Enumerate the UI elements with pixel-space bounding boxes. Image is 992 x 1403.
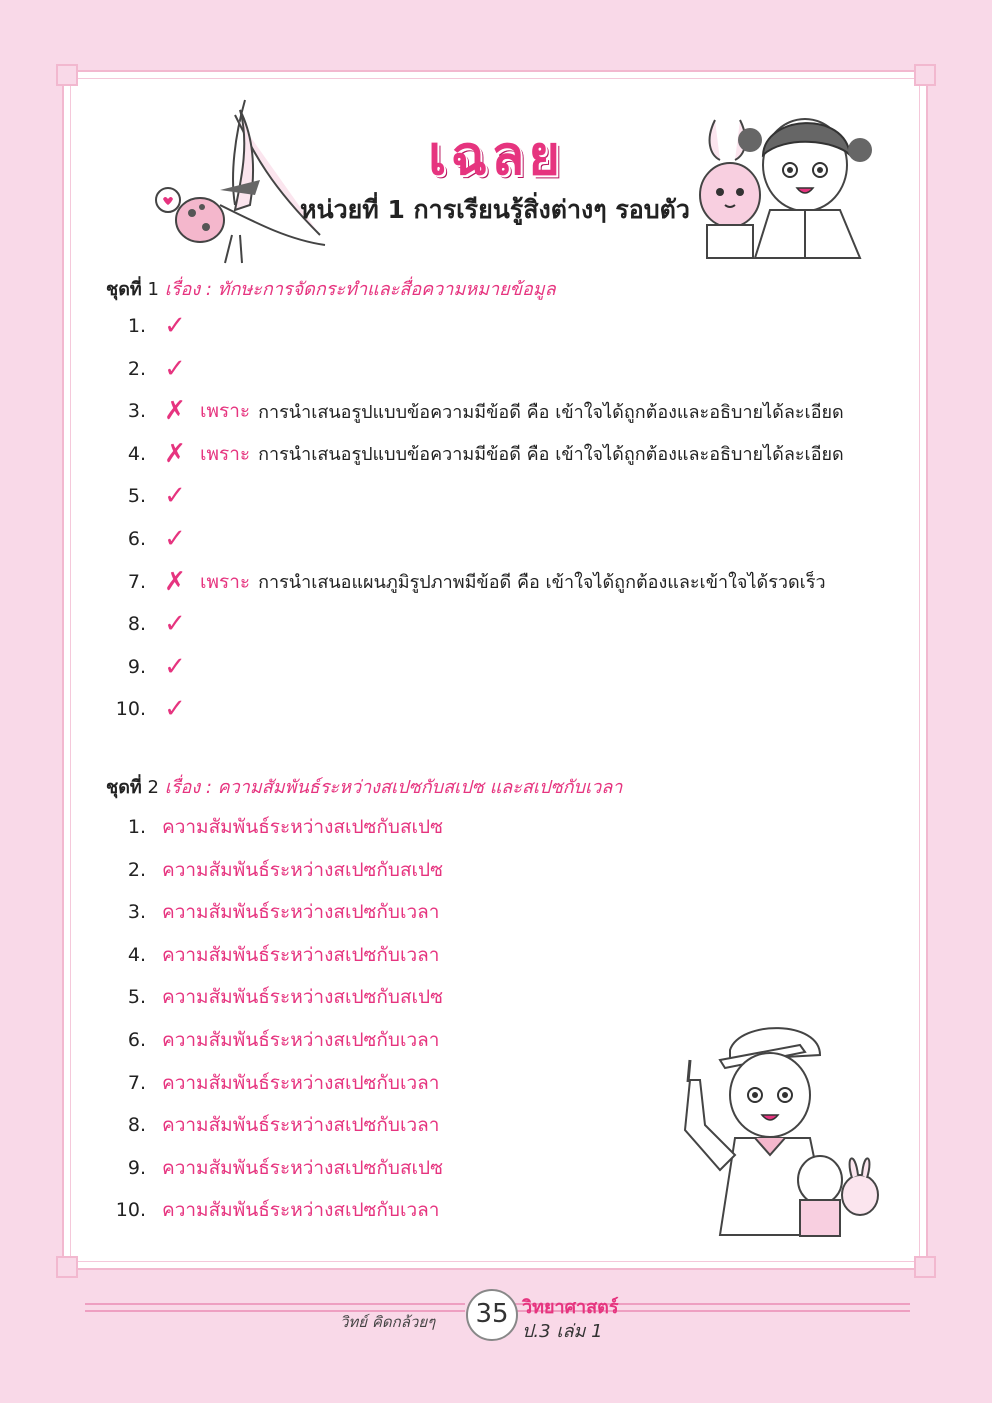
answer-text: ความสัมพันธ์ระหว่างสเปซกับเวลา: [162, 1199, 440, 1222]
frame-corner-ornament: [56, 64, 78, 86]
item-number: 3.: [127, 400, 146, 423]
item-number: 1.: [127, 816, 146, 838]
because-label: เพราะ: [200, 442, 251, 465]
set1-item: [106, 691, 188, 727]
item-number: 5.: [127, 485, 146, 508]
set2-item: [106, 894, 439, 930]
set1-item: [106, 606, 188, 642]
footer-subject: วิทยาศาสตร์: [522, 1297, 619, 1318]
footer-line: [85, 1303, 465, 1305]
item-number: 6.: [127, 528, 146, 550]
set2-number: 2: [147, 777, 159, 798]
answer-text: ความสัมพันธ์ระหว่างสเปซกับสเปซ: [162, 1156, 444, 1179]
set1-topic: เรื่อง : ทักษะการจัดกระทำและสื่อความหมายข้อมูล: [164, 279, 556, 300]
set2-item: [106, 1150, 443, 1186]
answer-text: ความสัมพันธ์ระหว่างสเปซกับสเปซ: [162, 816, 444, 838]
frame-corner-ornament: [914, 1256, 936, 1278]
set1-item: [106, 436, 844, 472]
item-number: 10.: [115, 698, 146, 721]
check-icon: ✓: [164, 353, 186, 384]
item-number: 7.: [127, 1071, 146, 1094]
check-icon: ✓: [164, 524, 186, 554]
check-icon: ✓: [164, 694, 186, 725]
frame-corner-ornament: [914, 64, 936, 86]
set1-item: [106, 308, 188, 344]
cross-icon: ✗: [164, 438, 186, 469]
page-title: เฉลย: [428, 124, 564, 187]
item-number: 8.: [127, 1114, 146, 1137]
set1-item: [106, 478, 188, 514]
set1-item: [106, 351, 188, 387]
set2-item: [106, 979, 443, 1015]
check-icon: ✓: [164, 651, 186, 682]
boy-cap-illustration: [660, 1020, 890, 1240]
answer-text: ความสัมพันธ์ระหว่างสเปซกับเวลา: [162, 901, 440, 924]
set2-item: [106, 1022, 439, 1058]
set1-item: [106, 649, 188, 685]
answer-text: ความสัมพันธ์ระหว่างสเปซกับสเปซ: [162, 858, 444, 881]
set1-label: ชุดที่: [106, 279, 142, 300]
item-number: 9.: [127, 1156, 146, 1179]
item-number: 2.: [127, 357, 146, 380]
set2-item: [106, 809, 443, 845]
frame-corner-ornament: [56, 1256, 78, 1278]
set2-item: [106, 852, 443, 888]
set2-item: [106, 937, 439, 973]
because-label: เพราะ: [200, 570, 251, 593]
item-number: 8.: [127, 613, 146, 636]
item-number: 6.: [127, 1029, 146, 1051]
set1-item: [106, 521, 188, 557]
set2-label: ชุดที่: [106, 777, 142, 798]
item-number: 7.: [127, 570, 146, 593]
explanation-text: การนำเสนอแผนภูมิรูปภาพมีข้อดี คือ เข้าใจได้ถูกต้องและเข้าใจได้รวดเร็ว: [258, 572, 826, 594]
answer-text: ความสัมพันธ์ระหว่างสเปซกับเวลา: [162, 943, 440, 966]
item-number: 2.: [127, 858, 146, 881]
set1-number: 1: [147, 279, 159, 300]
set2-item: [106, 1065, 439, 1101]
because-label: เพราะ: [200, 400, 251, 423]
cross-icon: ✗: [164, 566, 186, 597]
item-number: 1.: [127, 315, 146, 337]
check-icon: ✓: [164, 311, 186, 341]
item-number: 10.: [115, 1199, 146, 1222]
set1-heading: [106, 274, 556, 303]
check-icon: ✓: [164, 609, 186, 640]
footer-grade: ป.3 เล่ม 1: [522, 1321, 603, 1342]
explanation-text: การนำเสนอรูปแบบข้อความมีข้อดี คือ เข้าใจได้ถูกต้องและอธิบายได้ละเอียด: [258, 444, 844, 466]
item-number: 3.: [127, 901, 146, 924]
page-number: 35: [466, 1289, 518, 1341]
item-number: 4.: [127, 442, 146, 465]
set1-item: [106, 393, 844, 429]
unit-subtitle: หน่วยที่ 1 การเรียนรู้สิ่งต่างๆ รอบตัว: [300, 195, 690, 224]
answer-text: ความสัมพันธ์ระหว่างสเปซกับเวลา: [162, 1029, 440, 1051]
answer-text: ความสัมพันธ์ระหว่างสเปซกับสเปซ: [162, 986, 444, 1009]
item-number: 5.: [127, 986, 146, 1009]
item-number: 4.: [127, 943, 146, 966]
answer-text: ความสัมพันธ์ระหว่างสเปซกับเวลา: [162, 1071, 440, 1094]
item-number: 9.: [127, 655, 146, 678]
set2-item: [106, 1107, 439, 1143]
set2-item: [106, 1192, 439, 1228]
cross-icon: ✗: [164, 396, 186, 427]
footer-series: วิทย์ คิดกล้วยๆ: [340, 1313, 436, 1331]
set1-item: [106, 564, 826, 600]
set2-heading: [106, 772, 622, 801]
set2-topic: เรื่อง : ความสัมพันธ์ระหว่างสเปซกับสเปซ และสเปซกับเวลา: [164, 777, 623, 798]
answer-text: ความสัมพันธ์ระหว่างสเปซกับเวลา: [162, 1114, 440, 1137]
check-icon: ✓: [164, 481, 186, 512]
explanation-text: การนำเสนอรูปแบบข้อความมีข้อดี คือ เข้าใจได้ถูกต้องและอธิบายได้ละเอียด: [258, 401, 844, 423]
